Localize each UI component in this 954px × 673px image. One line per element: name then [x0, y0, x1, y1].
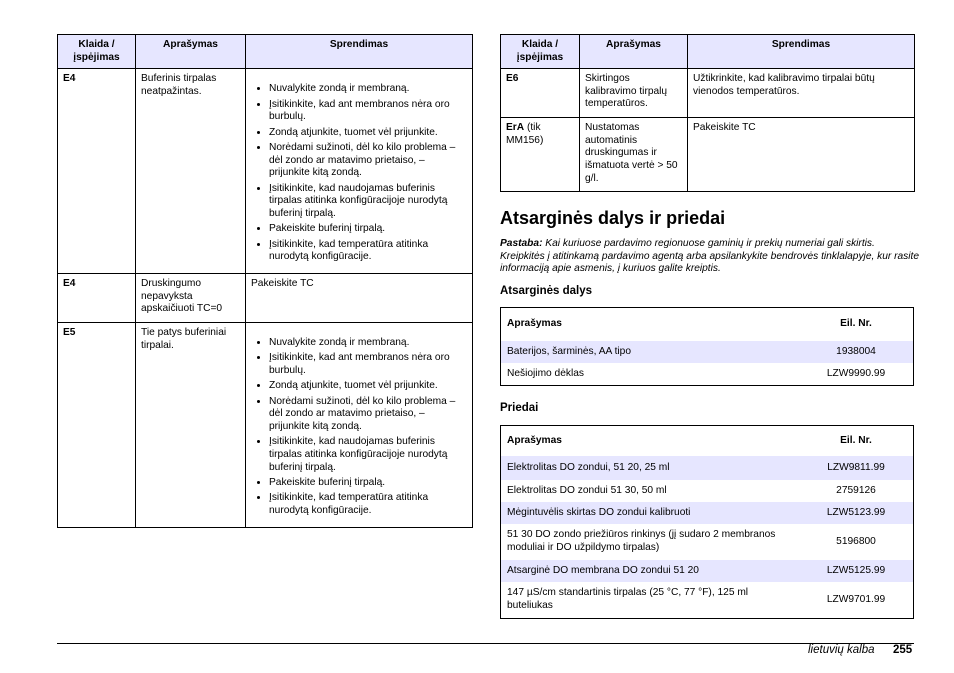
error-description: Druskingumo nepavyksta apskaičiuoti TC=0	[136, 274, 246, 323]
error-solution	[246, 69, 473, 274]
error-code	[501, 118, 580, 192]
accessory-number: LZW9811.99	[801, 456, 913, 480]
error-solution: Užtikrinkite, kad kalibravimo tirpalai būtų vienodos temperatūros.	[688, 69, 915, 118]
table-header-row	[501, 426, 913, 456]
accessory-description: 147 µS/cm standartinis tirpalas (25 °C, 77 °F), 125 ml buteliukas	[507, 587, 749, 611]
error-code-label: ErA	[506, 122, 525, 134]
error-table-right	[500, 34, 915, 192]
solution-list	[251, 337, 467, 518]
table-row	[501, 341, 913, 363]
error-code: E6	[501, 69, 580, 118]
error-code-note: (tik MM156)	[506, 122, 544, 146]
accessory-number: LZW5123.99	[801, 502, 913, 524]
header-solution: Sprendimas	[688, 35, 915, 69]
part-description: Baterijos, šarminės, AA tipo	[501, 341, 801, 363]
list-item: • Pakeiskite buferinį tirpalą.	[269, 223, 467, 236]
error-description: Tie patys buferiniai tirpalai.	[136, 322, 246, 527]
list-item: • Įsitikinkite, kad temperatūra atitinka nurodytą konfigūracije.	[269, 239, 467, 264]
error-description: Buferinis tirpalas neatpažintas.	[136, 69, 246, 274]
spare-parts-heading: Atsarginės dalys	[500, 285, 593, 297]
accessory-number: 5196800	[836, 535, 876, 547]
table-row	[501, 363, 913, 385]
table-row	[501, 502, 913, 524]
error-code: E5	[58, 322, 136, 527]
error-solution: Pakeiskite TC	[688, 118, 915, 192]
table-header-row	[501, 35, 915, 69]
part-description: Nešiojimo dėklas	[507, 367, 585, 379]
spare-parts-table	[500, 307, 914, 386]
list-item: • Įsitikinkite, kad temperatūra atitinka nurodytą konfigūracije.	[269, 492, 467, 517]
error-code: E4	[58, 274, 136, 323]
list-item: • Įsitikinkite, kad naudojamas buferinis tirpalas atitinka konfigūracijoje nurodytą buferinį tirpalą.	[269, 436, 467, 474]
list-item: • Norėdami sužinoti, dėl ko kilo problema – dėl zondo ar matavimo prietaiso, – prijunkite kitą zondą.	[269, 396, 467, 434]
accessories-table	[500, 425, 914, 619]
table-row	[58, 274, 473, 323]
accessories-heading: Priedai	[500, 402, 539, 414]
list-item: • Įsitikinkite, kad naudojamas buferinis tirpalas atitinka konfigūracijoje nurodytą buferinį tirpalą.	[269, 183, 467, 221]
table-row	[501, 118, 915, 192]
list-item: • Nuvalykite zondą ir membraną.	[269, 83, 467, 96]
accessory-description: Mėgintuvėlis skirtas DO zondui kalibruoti	[501, 502, 801, 524]
error-description: Skirtingos kalibravimo tirpalų temperatūros.	[580, 69, 688, 118]
list-item: • Norėdami sužinoti, dėl ko kilo problema – dėl zondo ar matavimo prietaiso, – prijunkite kitą zondą.	[269, 142, 467, 180]
list-item: • Pakeiskite buferinį tirpalą.	[269, 477, 467, 490]
table-row	[58, 322, 473, 527]
table-row	[501, 560, 913, 582]
header-solution: Sprendimas	[246, 35, 473, 69]
col-description: Aprašymas	[507, 434, 562, 446]
note-paragraph	[500, 238, 920, 276]
header-error: Klaida / įspėjimas	[58, 35, 136, 69]
table-row	[501, 582, 913, 618]
table-row	[58, 69, 473, 274]
part-number: 1938004	[801, 341, 913, 363]
col-number: Eil. Nr.	[840, 318, 872, 330]
accessory-description: Elektrolitas DO zondui 51 30, 50 ml	[507, 484, 667, 496]
accessory-number: LZW5125.99	[801, 560, 913, 582]
error-table-left	[57, 34, 473, 528]
col-number: Eil. Nr.	[840, 434, 872, 446]
part-number: LZW9990.99	[826, 367, 886, 379]
accessory-description: 51 30 DO zondo priežiūros rinkinys (jį sudaro 2 membranos moduliai ir DO užpildymo tirpalas)	[507, 529, 776, 553]
accessory-number: 2759126	[836, 484, 876, 496]
list-item: • Įsitikinkite, kad ant membranos nėra oro burbulų.	[269, 99, 467, 124]
table-row	[501, 69, 915, 118]
col-description: Aprašymas	[507, 318, 562, 330]
table-header-row	[501, 308, 913, 341]
note-text: Kai kuriuose pardavimo regionuose gaminių ir prekių numeriai gali skirtis. Kreipkitės į atitinkamą pardavimo agentą arba apsilankykite bendrovės tinklalapyje, kur rasite informaciją apie asmenis, į kuriuos galite kreiptis.	[500, 238, 920, 275]
accessory-description: Atsarginė DO membrana DO zondui 51 20	[501, 560, 801, 582]
accessories-grid	[501, 426, 913, 618]
page-number: 255	[893, 644, 913, 656]
footer-language: lietuvių kalba	[808, 644, 875, 656]
list-item: • Įsitikinkite, kad ant membranos nėra oro burbulų.	[269, 352, 467, 377]
list-item: • Zondą atjunkite, tuomet vėl prijunkite.	[269, 127, 467, 140]
list-item: • Nuvalykite zondą ir membraną.	[269, 337, 467, 350]
error-description: Nustatomas automatinis druskingumas ir išmatuota vertė > 50 g/l.	[580, 118, 688, 192]
header-error: Klaida / įspėjimas	[501, 35, 580, 69]
header-description: Aprašymas	[580, 35, 688, 69]
error-solution: Pakeiskite TC	[246, 274, 473, 323]
table-row	[501, 480, 913, 502]
spare-parts-grid	[501, 308, 913, 385]
solution-list	[251, 83, 467, 264]
accessory-number: LZW9701.99	[826, 593, 886, 605]
note-label: Pastaba:	[500, 238, 543, 249]
list-item: • Zondą atjunkite, tuomet vėl prijunkite.	[269, 380, 467, 393]
section-title: Atsarginės dalys ir priedai	[500, 208, 726, 228]
table-row	[501, 524, 913, 560]
error-solution	[246, 322, 473, 527]
table-row	[501, 456, 913, 480]
table-header-row	[58, 35, 473, 69]
header-description: Aprašymas	[136, 35, 246, 69]
footer-divider	[57, 643, 914, 644]
error-code: E4	[58, 69, 136, 274]
accessory-description: Elektrolitas DO zondui, 51 20, 25 ml	[501, 456, 801, 480]
